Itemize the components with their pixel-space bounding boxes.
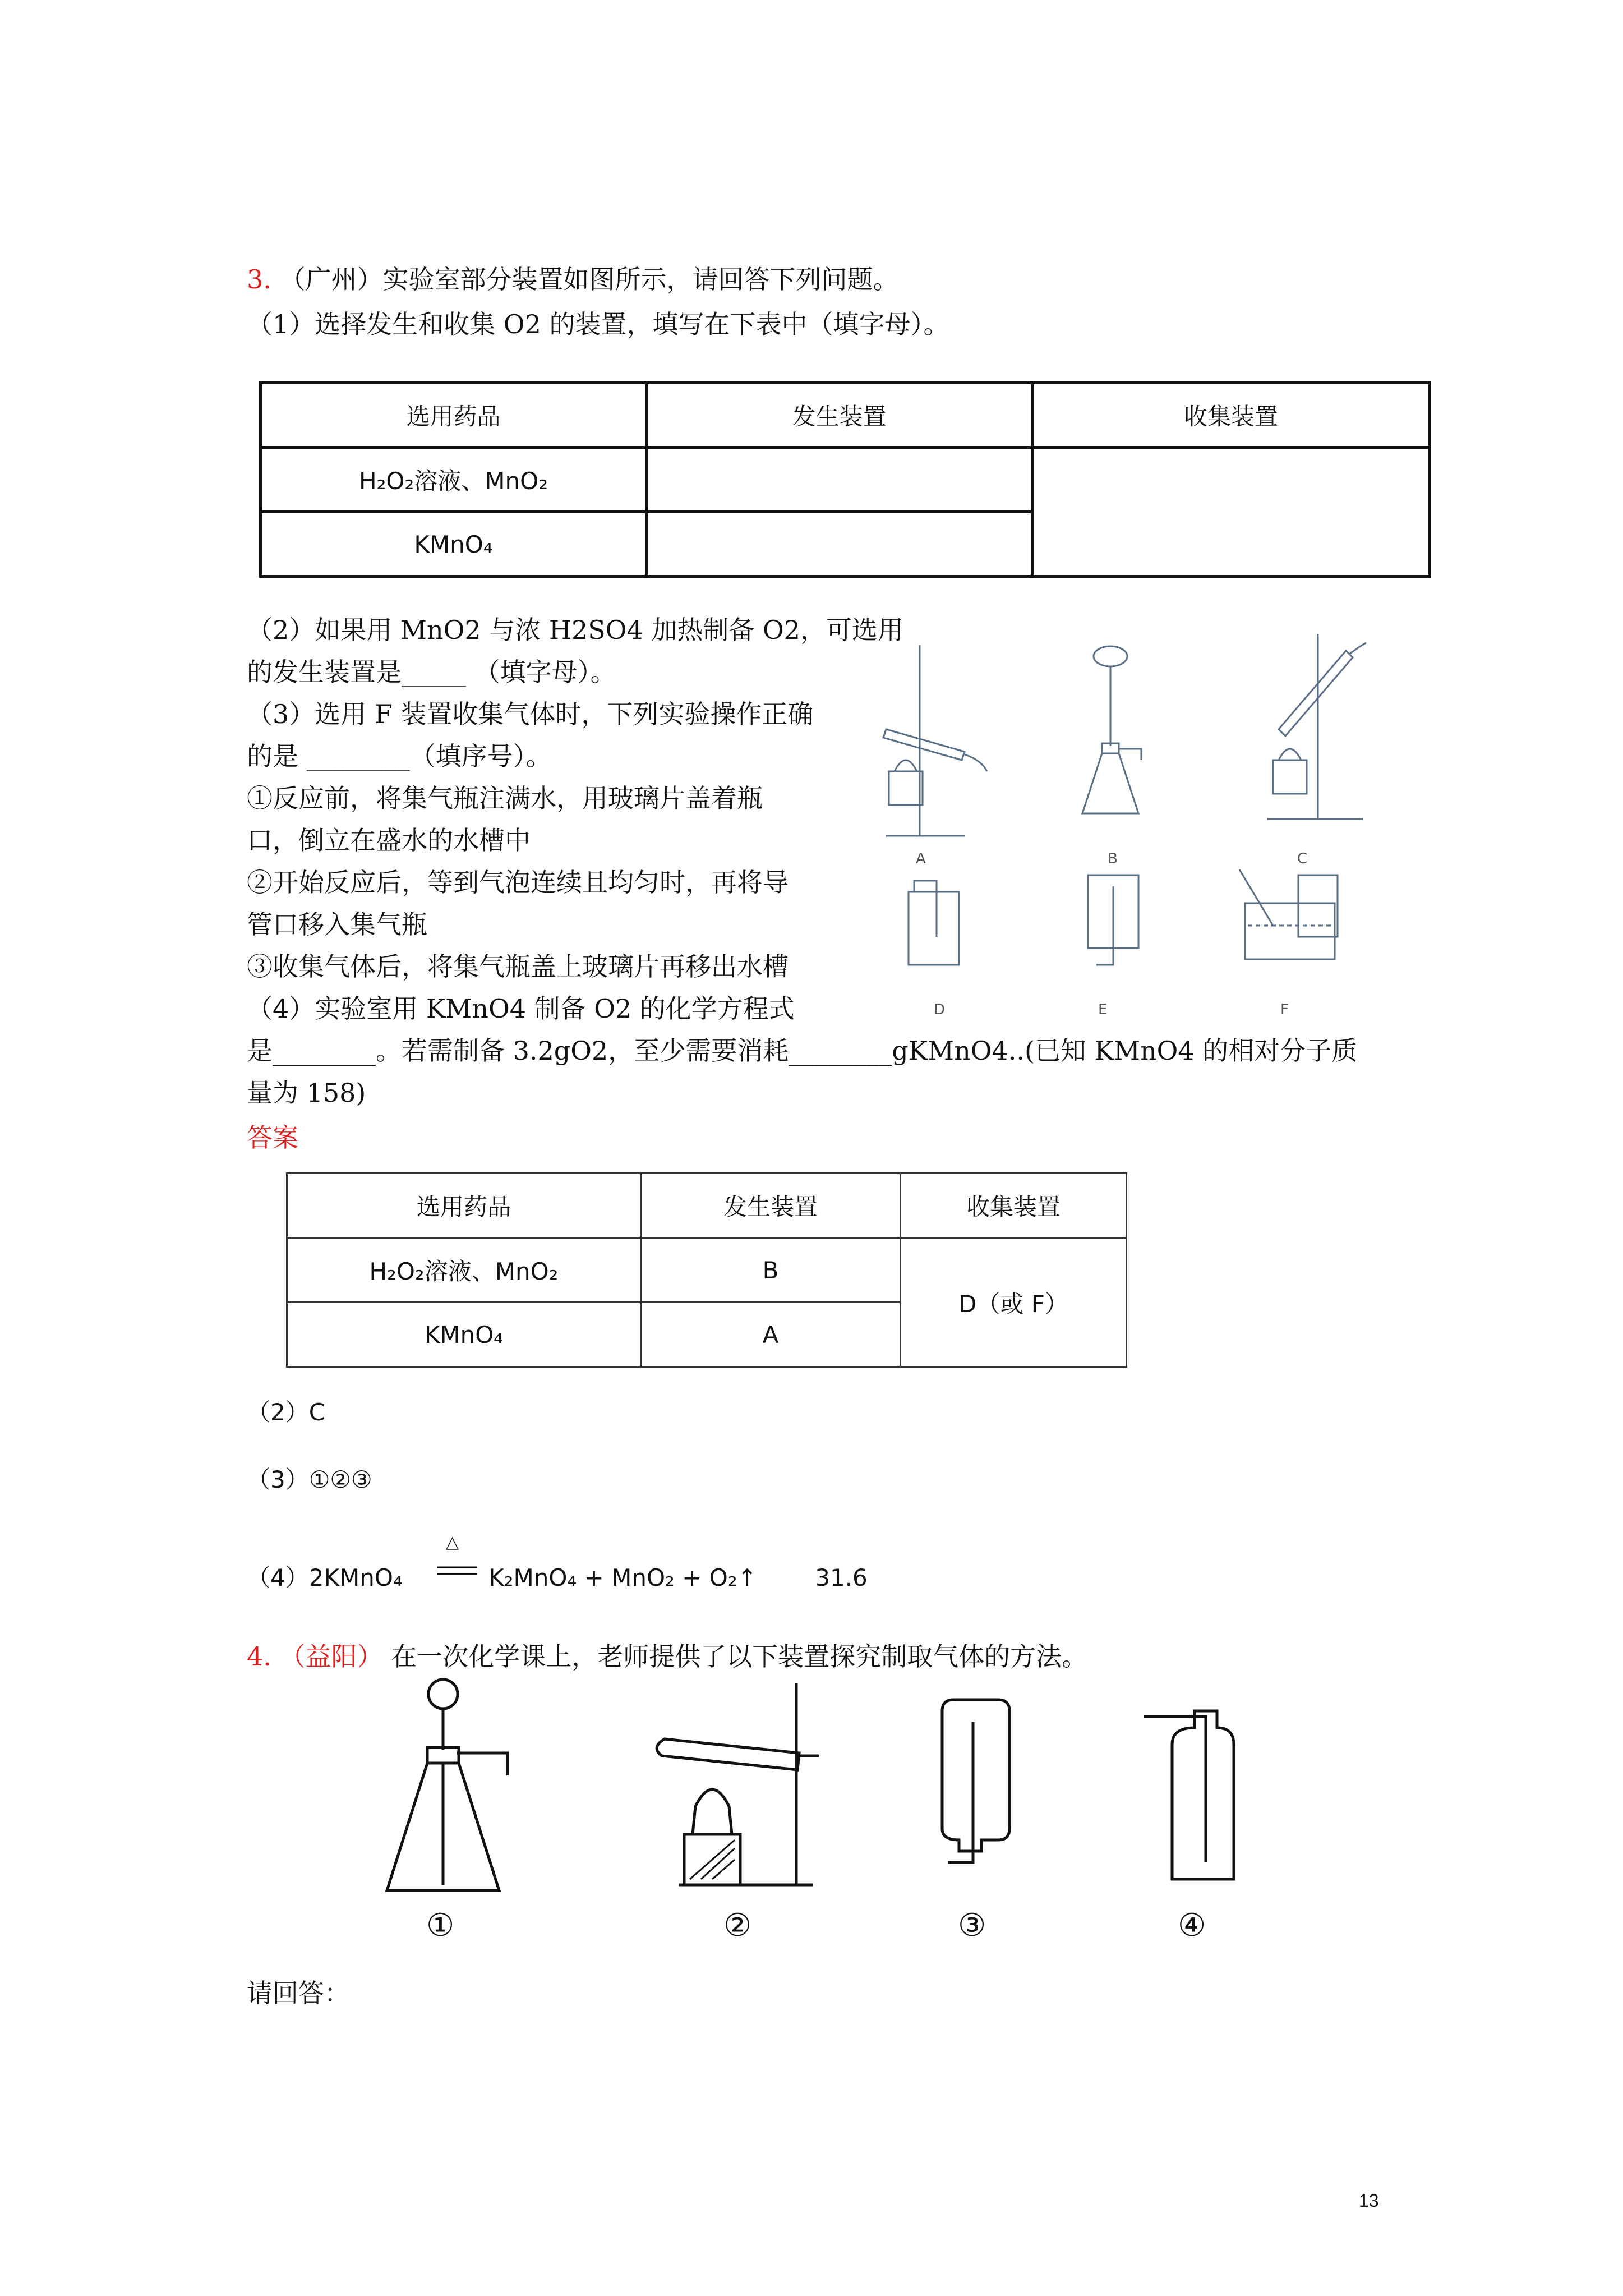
q3-part3-line2: 的是 ________（填序号）。 — [247, 741, 552, 771]
q3-option1-line1: ①反应前，将集气瓶注满水，用玻璃片盖着瓶 — [247, 783, 763, 813]
figure-label-f: F — [1280, 1001, 1289, 1018]
figure-label-b: B — [1108, 850, 1118, 867]
q3-part2-line1: （2）如果用 MnO2 与浓 H2SO4 加热制备 O2，可选用 — [247, 615, 903, 645]
apparatus-e — [1088, 875, 1138, 965]
q3-option2-line2: 管口移入集气瓶 — [247, 909, 427, 940]
apparatus-b — [1082, 646, 1141, 813]
answer-table-row1-generator: B — [641, 1238, 901, 1303]
q4-number: 4. — [247, 1641, 271, 1672]
answer-table-row2-generator: A — [641, 1303, 901, 1367]
answer-heading: 答案 — [247, 1122, 298, 1153]
apparatus-figure-a-to-f — [880, 634, 1374, 1027]
figure-label-d: D — [934, 1001, 946, 1018]
q4-prompt: 请回答： — [247, 1978, 350, 2008]
equation-equals-sign — [435, 1563, 479, 1580]
q3-option2-line1: ②开始反应后，等到气泡连续且均匀时，再将导 — [247, 867, 789, 898]
apparatus-2-heated-test-tube — [657, 1683, 819, 1885]
q3-table-row2-drug: KMnO₄ — [261, 512, 647, 577]
q3-table-row1-generator-blank — [647, 448, 1032, 512]
q3-table-row2-generator-blank — [647, 512, 1032, 577]
q4-label-1: ① — [426, 1907, 455, 1944]
apparatus-3-inverted-bottle — [942, 1700, 1009, 1862]
q3-part1: （1）选择发生和收集 O2 的装置，填写在下表中（填字母）。 — [247, 309, 949, 339]
q4-label-4: ④ — [1178, 1907, 1206, 1944]
answer-table-header-drug: 选用药品 — [287, 1174, 641, 1238]
q3-part3-line1: （3）选用 F 装置收集气体时，下列实验操作正确 — [247, 699, 814, 729]
q3-option3: ③收集气体后，将集气瓶盖上玻璃片再移出水槽 — [247, 951, 789, 982]
figure-label-c: C — [1297, 850, 1308, 867]
apparatus-c — [1267, 634, 1366, 819]
q3-table — [259, 381, 1431, 578]
equation-products: K₂MnO₄ + MnO₂ + O₂↑ — [488, 1564, 757, 1591]
q3-table-header-collector: 收集装置 — [1032, 383, 1430, 448]
answer-part3: （3）①②③ — [247, 1466, 372, 1493]
answer-table-header-collector: 收集装置 — [901, 1174, 1127, 1238]
q3-number: 3. — [247, 264, 271, 295]
answer-table-collector: D（或 F） — [901, 1238, 1127, 1367]
answer-table-header-generator: 发生装置 — [641, 1174, 901, 1238]
heat-delta-symbol: △ — [446, 1533, 459, 1552]
q4-source: （益阳） — [279, 1641, 383, 1672]
answer-part2: （2）C — [247, 1398, 326, 1426]
apparatus-4-gas-bottle — [1144, 1711, 1234, 1879]
page-number: 13 — [1359, 2191, 1379, 2211]
q3-part4-line1: （4）实验室用 KMnO4 制备 O2 的化学方程式 — [247, 993, 795, 1024]
q4-label-2: ② — [723, 1907, 752, 1944]
apparatus-a — [883, 645, 987, 836]
answer-mass-value: 31.6 — [815, 1564, 868, 1591]
figure-label-e: E — [1098, 1001, 1108, 1018]
q3-option1-line2: 口，倒立在盛水的水槽中 — [247, 825, 531, 855]
answer-part4-equation — [247, 1533, 868, 1593]
q3-table-header-generator: 发生装置 — [647, 383, 1032, 448]
q3-part4-line3: 量为 158) — [247, 1078, 366, 1108]
equation-reactant: （4）2KMnO₄ — [247, 1564, 403, 1591]
answer-table-row1-drug: H₂O₂溶液、MnO₂ — [287, 1238, 641, 1303]
q4-apparatus-figure — [365, 1677, 1318, 1913]
apparatus-f — [1239, 869, 1338, 959]
answer-table-row2-drug: KMnO₄ — [287, 1303, 641, 1367]
apparatus-1-conical-flask — [387, 1680, 508, 1890]
q4-heading — [247, 1635, 1087, 1678]
apparatus-d — [909, 881, 959, 965]
answer-table — [286, 1172, 1127, 1368]
q3-part2-line2: 的发生装置是_____ （填字母）。 — [247, 657, 616, 687]
q3-heading — [247, 258, 899, 301]
q3-table-collector-blank — [1032, 448, 1430, 577]
q3-table-header-drug: 选用药品 — [261, 383, 647, 448]
q4-title: 在一次化学课上，老师提供了以下装置探究制取气体的方法。 — [391, 1641, 1088, 1672]
figure-label-a: A — [916, 850, 926, 867]
q3-table-row1-drug: H₂O₂溶液、MnO₂ — [261, 448, 647, 512]
q4-label-3: ③ — [958, 1907, 986, 1944]
q3-part4-line2: 是________。若需制备 3.2gO2，至少需要消耗________gKMnO4..(已知 KMnO4 的相对分子质 — [247, 1036, 1358, 1066]
q3-title: （广州）实验室部分装置如图所示，请回答下列问题。 — [279, 264, 899, 295]
